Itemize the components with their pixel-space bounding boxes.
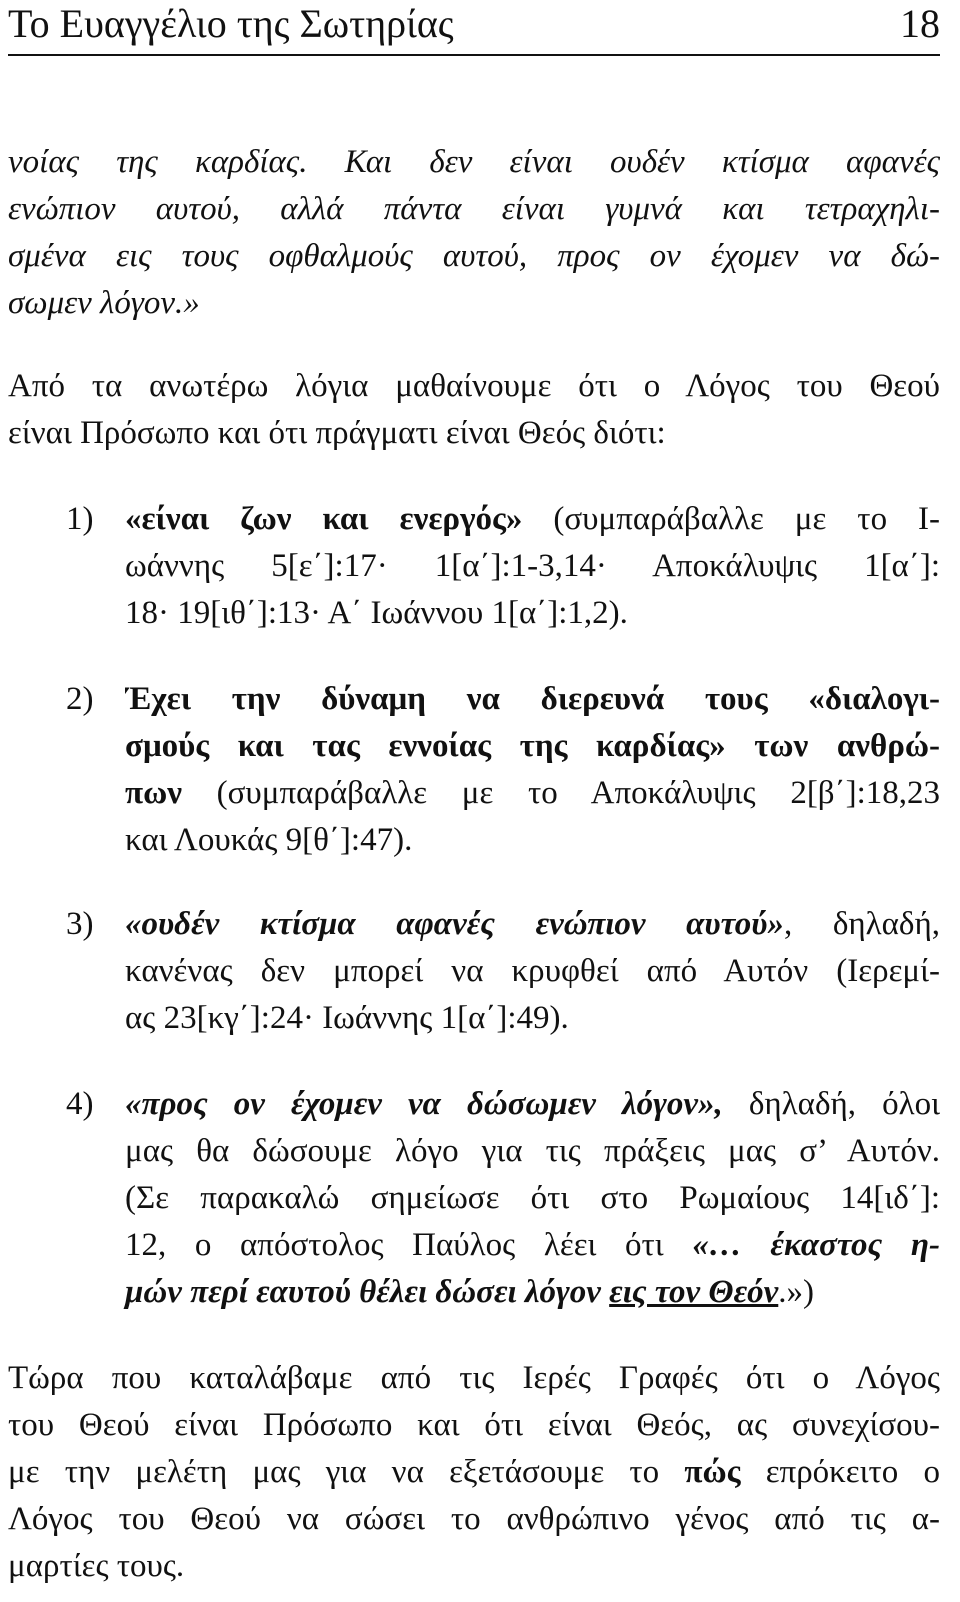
book-title: Το Ευαγγέλιο της Σωτηρίας — [8, 1, 454, 46]
point-1-number: 1) — [66, 501, 94, 537]
closing-line-1: Τώρα που καταλάβαμε από τις Ιερές Γραφές ότι ο Λόγος — [8, 1360, 940, 1396]
point-4-rest: δηλαδή, όλοι — [722, 1086, 940, 1122]
point-4-plain: 12, ο απόστολος Παύλος λέει ότι — [125, 1227, 693, 1263]
closing-line-3 — [8, 1452, 940, 1492]
point-3-line-1 — [125, 904, 940, 944]
point-1-quote: «είναι ζων και ενεργός» — [125, 501, 523, 537]
intro-line-1: Από τα ανωτέρω λόγια μαθαίνουμε ότι ο Λόγος του Θεού — [8, 368, 940, 404]
point-2-line-3 — [125, 773, 940, 813]
point-3-line-2: κανένας δεν μπορεί να κρυφθεί από Αυτόν (Ιερεμί- — [125, 953, 940, 989]
intro-line-2: είναι Πρόσωπο και ότι πράγματι είναι Θεός διότι: — [8, 415, 666, 451]
point-4-quote-end: μών περί εαυτού θέλει δώσει λόγον — [125, 1274, 610, 1310]
quote-line-4: σωμεν λόγον.» — [8, 285, 200, 321]
point-2-line-1: Έχει την δύναμη να διερευνά τους «διαλογι- — [125, 681, 940, 717]
point-3-number: 3) — [66, 906, 94, 942]
point-4-line-5 — [125, 1272, 814, 1312]
point-4-line-1 — [125, 1084, 940, 1124]
point-4-number: 4) — [66, 1086, 94, 1122]
point-4-line-3: (Σε παρακαλώ σημείωσε ότι στο Ρωμαίους 14[ιδ΄]: — [125, 1180, 940, 1216]
point-4-underlined: εις τον Θεόν — [609, 1274, 779, 1310]
point-4-line-2: μας θα δώσουμε λόγο για τις πράξεις μας σ’ Αυτόν. — [125, 1133, 940, 1169]
point-2-line-4: και Λουκάς 9[θ΄]:47). — [125, 822, 413, 858]
point-4-quote-start: «… έκαστος η- — [692, 1227, 940, 1263]
point-2-number: 2) — [66, 681, 94, 717]
point-4-quote: «προς ον έχομεν να δώσωμεν λόγον», — [125, 1086, 723, 1122]
closing-line-5: μαρτίες τους. — [8, 1548, 185, 1584]
point-2-line-2: σμούς και τας εννοίας της καρδίας» των ανθρώ- — [125, 728, 940, 764]
point-1-line-1 — [125, 499, 940, 539]
point-2-bold-end: πων — [125, 775, 182, 811]
quote-line-2: ενώπιον αυτού, αλλά πάντα είναι γυμνά και τετραχηλι- — [8, 191, 940, 227]
closing-line-2: του Θεού είναι Πρόσωπο και ότι είναι Θεός, ας συνεχίσου- — [8, 1407, 940, 1443]
closing-line-4: Λόγος του Θεού να σώσει το ανθρώπινο γένος από τις α- — [8, 1501, 940, 1537]
point-4-close: .») — [778, 1274, 815, 1310]
quote-line-1: νοίας της καρδίας. Και δεν είναι ουδέν κτίσμα αφανές — [8, 144, 940, 180]
closing-line-3-b: επρόκειτο ο — [740, 1454, 940, 1490]
point-1-line-3: 18· 19[ιθ΄]:13· Α΄ Ιωάννου 1[α΄]:1,2). — [125, 595, 628, 631]
closing-bold-word: πώς — [684, 1454, 741, 1490]
point-1-line-2: ωάννης 5[ε΄]:17· 1[α΄]:1-3,14· Αποκάλυψις 1[α΄]: — [125, 548, 940, 584]
point-3-rest: , δηλαδή, — [783, 906, 940, 942]
point-4-line-4 — [125, 1225, 940, 1265]
document-page — [8, 0, 940, 1602]
point-3-line-3: ας 23[κγ΄]:24· Ιωάννης 1[α΄]:49). — [125, 1000, 569, 1036]
closing-line-3-a: με την μελέτη μας για να εξετάσουμε το — [8, 1454, 685, 1490]
page-number: 18 — [900, 1, 940, 46]
point-3-quote: «ουδέν κτίσμα αφανές ενώπιον αυτού» — [125, 906, 784, 942]
page-header — [8, 0, 940, 56]
point-2-ref: (συμπαράβαλλε με το Αποκάλυψις 2[β΄]:18,23 — [181, 775, 940, 811]
quote-line-3: σμένα εις τους οφθαλμούς αυτού, προς ον έχομεν να δώ- — [8, 238, 940, 274]
point-1-ref: (συμπαράβαλλε με το Ι- — [522, 501, 940, 537]
